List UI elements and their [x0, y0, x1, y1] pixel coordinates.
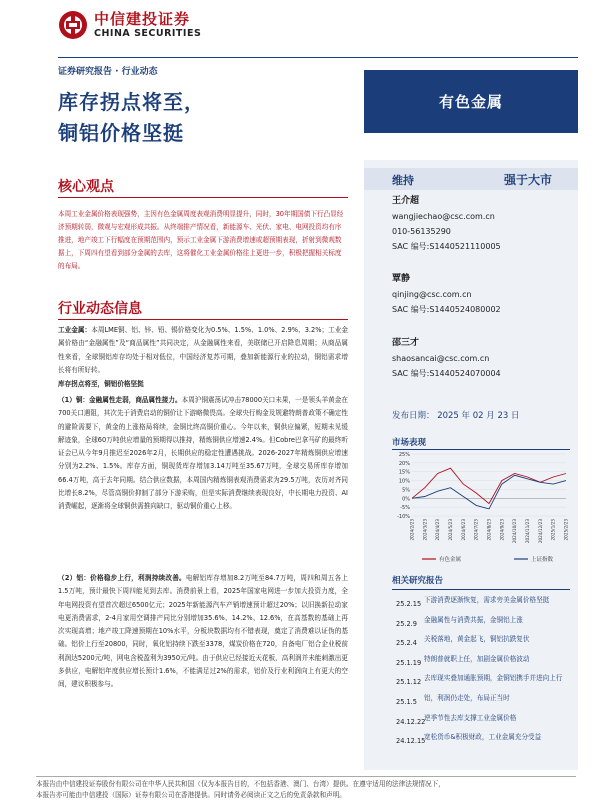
aluminum-text: 电解铝库存增加8.2万吨至84.7万吨，周四和周五各上1.5万吨，预计最快下周四能见到去库。消费前景上看，2025年国家电网进一步加大投资力度，全年电网投资有望首次超过6500亿元；2025年新能源汽车产销增速预计超过20%；以旧换新拉动家电更消费需求，2-4月家用空调排产同比分别增加35.6%、14.2%、12.6%，在高基数的基础上再次实现高增；地产竣工降速预期在10%水平，分板块数据均有不错表现，奠定了消费难以证伪的基础。铝价上行至20800，同时，氧化铝持续下跌至3378，煤炭价格在720，自备电厂铝合企业税前利润达5200元/吨，网电含税盈利为3950元/吨。由于供应已经接近天花板，高利润并未能刺激出更多供应，电解铝年度供应增长预计1.6%，不能满足过2%的需求，铝价及行业利润向上有更大的空间，建议积极参与。 — [58, 574, 348, 689]
analyst-email[interactable]: shaosancai@csc.com.cn — [392, 354, 490, 363]
x-tick-label: 2024/9/23 — [499, 519, 505, 541]
market-chart — [392, 450, 570, 568]
y-tick-label: 10% — [398, 478, 410, 485]
chart-y-ticks — [397, 452, 410, 520]
sector-badge: 有色金属 — [364, 70, 578, 133]
analyst-sac: SAC 编号:S1440524080002 — [392, 305, 501, 314]
analyst-3 — [392, 336, 501, 381]
related-report-date: 24.12.15 — [396, 737, 426, 746]
disclaimer — [36, 779, 576, 800]
related-report-date: 24.12.22 — [396, 717, 426, 726]
related-report-title[interactable]: 铝，利润仍走处，布局正当时 — [424, 694, 510, 702]
disclaimer-line1: 本报告由中信建投证券股份有限公司在中华人民共和国（仅为本报告目的，不包括香港、澳门、台湾）提供。在遵守适用的法律法规情况下， — [36, 780, 445, 788]
copper-lead: （1）铜：金融属性走弱，商品属性接力。 — [58, 396, 182, 404]
y-tick-label: 0% — [402, 496, 410, 503]
x-tick-label: 2024/10/23 — [512, 519, 518, 544]
chart-lines — [412, 468, 566, 509]
related-rule — [392, 589, 570, 590]
x-tick-label: 2024/4/23 — [435, 519, 441, 541]
dynamics-paragraph-copper — [58, 394, 348, 514]
y-tick-label: 25% — [398, 452, 410, 458]
x-tick-label: 2024/7/23 — [473, 519, 479, 541]
x-tick-label: 2025/1/23 — [550, 519, 556, 541]
chart-legend — [422, 555, 554, 563]
dynamics-heading: 行业动态信息 — [58, 301, 142, 317]
brand-name-cn: 中信建投证券 — [94, 10, 191, 28]
x-tick-label: 2024/12/23 — [537, 519, 543, 544]
related-report-date: 25.2.15 — [396, 600, 422, 608]
y-tick-label: 15% — [398, 469, 410, 476]
disclaimer-line2: 本报告亦可能由中信建投（国际）证券有限公司在香港提供。同时请务必阅读正文之后的免责条款和声明。 — [36, 791, 346, 799]
x-tick-label: 2025/2/23 — [563, 519, 569, 541]
related-report-title[interactable]: 金融属性与消费共振，金铜铝上涨 — [424, 615, 523, 624]
dynamics-subheading: 库存拐点将至，铜铝价格坚挺 — [58, 380, 144, 388]
related-report-date: 25.1.19 — [396, 658, 422, 667]
related-heading: 相关研究报告 — [392, 576, 444, 586]
related-report-title[interactable]: 关税落地，黄金起飞，铜铝抗跌复伏 — [424, 635, 530, 644]
analyst-email[interactable]: qinjing@csc.com.cn — [392, 290, 472, 299]
y-tick-label: -10% — [397, 514, 410, 520]
legend-label: 上证指数 — [531, 557, 554, 563]
report-title-line1: 库存拐点将至， — [58, 90, 205, 114]
core-heading: 核心观点 — [58, 179, 114, 195]
y-tick-label: 5% — [402, 487, 410, 494]
x-tick-label: 2024/11/23 — [525, 519, 530, 544]
core-rule — [58, 197, 348, 198]
related-report-title[interactable]: 去库现实叠加通胀预期，金铜铝携手并进向上行 — [424, 674, 563, 683]
chart-x-ticks — [410, 519, 569, 543]
core-summary: 本周工业金属价格表现强势，主因有色金属周度表观消费明显提升，同时，30年期国债下行凸显经济预期转弱，微观与宏观形成共振。从终端排产情况看，新能源车、光伏、家电、电网投资均有序推进，地产竣工下行幅度在预期范围内，预示工业金属下游消费增速或超预期表现，折射到微观数据上，下周四有望看到部分金属的去库，这将催化工业金属价格往上更进一步，积极把握相关标度的布局。 — [58, 210, 344, 270]
x-tick-label: 2024/3/23 — [422, 519, 428, 541]
related-report-date: 25.2.9 — [396, 619, 417, 628]
x-tick-label: 2024/6/23 — [460, 519, 466, 541]
dynamics-rule — [58, 319, 348, 320]
chart-grid — [412, 454, 566, 516]
related-report-title[interactable]: 逆季节性去库支撑工业金属价格 — [424, 713, 517, 722]
analyst-sac: SAC 编号:S1440524070004 — [392, 369, 501, 378]
analyst-sac: SAC 编号:S1440521110005 — [392, 242, 501, 251]
analyst-email[interactable]: wangjiechao@csc.com.cn — [392, 212, 495, 221]
x-tick-label: 2024/5/23 — [448, 519, 453, 541]
related-report-date: 25.1.12 — [396, 678, 422, 687]
related-report-title[interactable]: 特朗普就职上任，加剧金属价格波动 — [424, 654, 530, 663]
report-title-line2: 铜铝价格坚挺 — [58, 121, 184, 145]
analyst-name: 王介超 — [392, 196, 420, 206]
brand-logo — [58, 10, 201, 40]
metals-lead: 工业金属： — [58, 326, 92, 334]
analyst-2 — [392, 272, 501, 317]
logo-mark-icon — [58, 10, 88, 40]
related-report-title[interactable]: 下游消费逐渐恢复，需求旁美金属价格坚挺 — [424, 596, 550, 604]
related-report-date: 25.2.4 — [396, 639, 417, 648]
legend-label: 有色金属 — [439, 557, 462, 563]
metals-text: 本周LME铜、铝、锌、铅、锡价格变化为0.5%、1.5%、1.0%、2.9%、3.2%；工业金属价格由“金融属性”及“商品属性”共同决定，从金融属性来看，美联储已开启降息周期；从商品属性来看，全球铜铝库存均处于相对低位，中国经济复苏可期，叠加新能源行业的拉动，铜铝需求增长将有所好转。 — [58, 326, 348, 374]
dynamics-paragraph-metals — [58, 324, 348, 377]
aluminum-lead: （2）铝：价格稳步上行，利润持续改善。 — [58, 574, 186, 582]
related-report-title[interactable]: 宽松货币&积极财政，工业金属充分受益 — [424, 733, 542, 742]
dynamics-paragraph-aluminum — [58, 572, 348, 692]
y-tick-label: 20% — [398, 460, 410, 467]
rating-label: 维持 — [392, 174, 414, 187]
report-series: 证券研究报告 · 行业动态 — [58, 67, 158, 77]
header-rule — [58, 57, 578, 58]
analyst-1 — [392, 194, 501, 254]
related-report-date: 25.1.5 — [396, 698, 417, 706]
footer-rule — [36, 776, 576, 777]
x-tick-label: 2024/2/23 — [409, 519, 415, 541]
brand-name-en: CHINA SECURITIES — [94, 28, 202, 39]
y-tick-label: -5% — [400, 505, 410, 512]
analyst-name: 覃静 — [392, 274, 411, 284]
market-heading: 市场表现 — [392, 438, 427, 448]
x-tick-label: 2024/8/23 — [486, 519, 492, 541]
publish-date: 发布日期： 2025 年 02 月 23 日 — [392, 411, 520, 421]
rating-value: 强于大市 — [504, 173, 553, 187]
analyst-phone: 010-56135290 — [392, 227, 451, 236]
analyst-name: 邵三才 — [392, 338, 420, 348]
copper-text: 本周沪铜震荡试冲击78000关口未果，一是领头羊黄金在700关口遇阻，其次先于消费启动的铜价让下游略微畏高。全球央行购金及规避特朗普政策不确定性的避险需要下，黄金的上涨格局将续，金铜比终高铜价重心。今年以来，铜供应偏紧，短期未见缓解迹象，全球60万吨供应增量的预期得以推持，精炼铜供应增速2.4%。但Cobre巴拿马矿的最终听证会已从今年9月推迟至2026年2月，长期供应的稳定性遭遇挑战。2026-2027年精炼铜供应增速分别为2.2%、1.5%。库存方面，铜现货库存增加3.14万吨至35.67万吨，全球交易所库存增加66.4万吨，高于去年同期。结合供应数据，本周国内精炼铜表观消费需求为29.5万吨，农历对齐同比增长8.2%，尽管高铜价抑制了部分下游采购，但是实际消费继续表现良好，中长期电力投资、AI消费崛起，逐渐将全球铜供需推向缺口，驱动铜价重心上移。 — [58, 396, 348, 511]
